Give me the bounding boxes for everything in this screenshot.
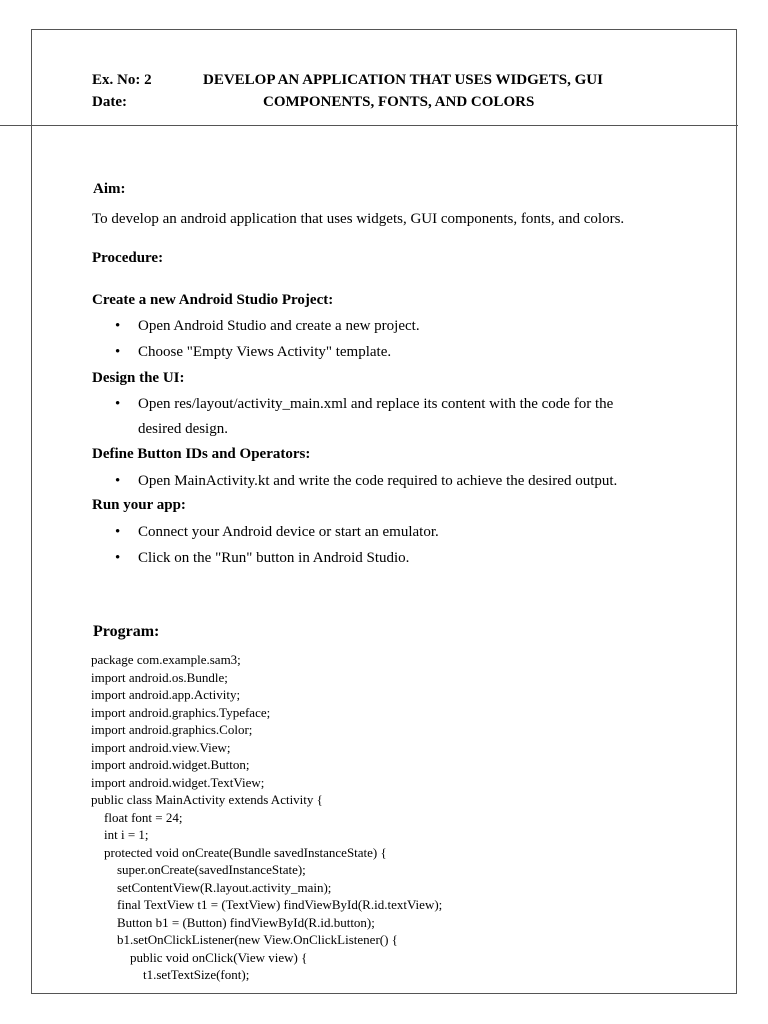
exercise-number: Ex. No: 2 — [92, 72, 152, 88]
header-divider — [0, 125, 738, 126]
bullet-icon: • — [115, 396, 121, 412]
document-title-line-1: DEVELOP AN APPLICATION THAT USES WIDGETS, GUI — [203, 72, 603, 88]
code-line: public class MainActivity extends Activity { — [91, 792, 323, 807]
step-heading-create-project: Create a new Android Studio Project: — [92, 292, 334, 308]
code-block — [91, 651, 442, 984]
list-item — [115, 550, 410, 567]
code-line: setContentView(R.layout.activity_main); — [91, 879, 332, 895]
code-line: package com.example.sam3; — [91, 652, 241, 667]
code-line: public void onClick(View view) { — [91, 949, 308, 965]
bullet-icon: • — [115, 550, 121, 566]
list-item-text: Open MainActivity.kt and write the code required to achieve the desired output. — [138, 473, 618, 489]
list-item — [115, 318, 420, 335]
bullet-icon: • — [115, 473, 121, 489]
list-item-text: Click on the "Run" button in Android Studio. — [138, 550, 410, 566]
code-line: t1.setTextSize(font); — [91, 967, 250, 982]
list-item-text: Choose "Empty Views Activity" template. — [138, 344, 392, 360]
code-line: import android.widget.Button; — [91, 757, 250, 772]
procedure-heading: Procedure: — [92, 250, 164, 266]
code-line: import android.os.Bundle; — [91, 669, 228, 685]
code-line: import android.widget.TextView; — [91, 774, 265, 790]
aim-text: To develop an android application that uses widgets, GUI components, fonts, and colors. — [92, 211, 625, 227]
program-heading: Program: — [93, 623, 160, 640]
bullet-icon: • — [115, 524, 121, 540]
list-item — [115, 344, 392, 361]
code-line: import android.app.Activity; — [91, 687, 241, 702]
list-item — [115, 473, 618, 490]
list-item-continuation: desired design. — [138, 421, 228, 437]
list-item-text: Open res/layout/activity_main.xml and replace its content with the code for the — [138, 396, 614, 412]
step-heading-define-button-ids: Define Button IDs and Operators: — [92, 446, 311, 462]
code-line: Button b1 = (Button) findViewById(R.id.button); — [91, 914, 375, 930]
step-heading-run-app: Run your app: — [92, 497, 186, 513]
code-line: float font = 24; — [91, 809, 183, 825]
code-line: b1.setOnClickListener(new View.OnClickListener() { — [91, 932, 398, 947]
step-heading-design-ui: Design the UI: — [92, 370, 185, 386]
date-label: Date: — [92, 94, 127, 110]
code-line: final TextView t1 = (TextView) findViewById(R.id.textView); — [91, 897, 443, 912]
aim-heading: Aim: — [93, 181, 126, 197]
list-item-text: Open Android Studio and create a new project. — [138, 318, 420, 334]
list-item — [115, 524, 439, 541]
document-title-line-2: COMPONENTS, FONTS, AND COLORS — [263, 94, 535, 110]
bullet-icon: • — [115, 344, 121, 360]
code-line: import android.view.View; — [91, 739, 231, 755]
list-item — [115, 396, 614, 413]
code-line: import android.graphics.Color; — [91, 722, 253, 737]
code-line: super.onCreate(savedInstanceState); — [91, 862, 306, 877]
code-line: import android.graphics.Typeface; — [91, 704, 271, 720]
code-line: protected void onCreate(Bundle savedInstanceState) { — [91, 844, 387, 860]
bullet-icon: • — [115, 318, 121, 334]
code-line: int i = 1; — [91, 827, 149, 842]
list-item-text: Connect your Android device or start an emulator. — [138, 524, 439, 540]
